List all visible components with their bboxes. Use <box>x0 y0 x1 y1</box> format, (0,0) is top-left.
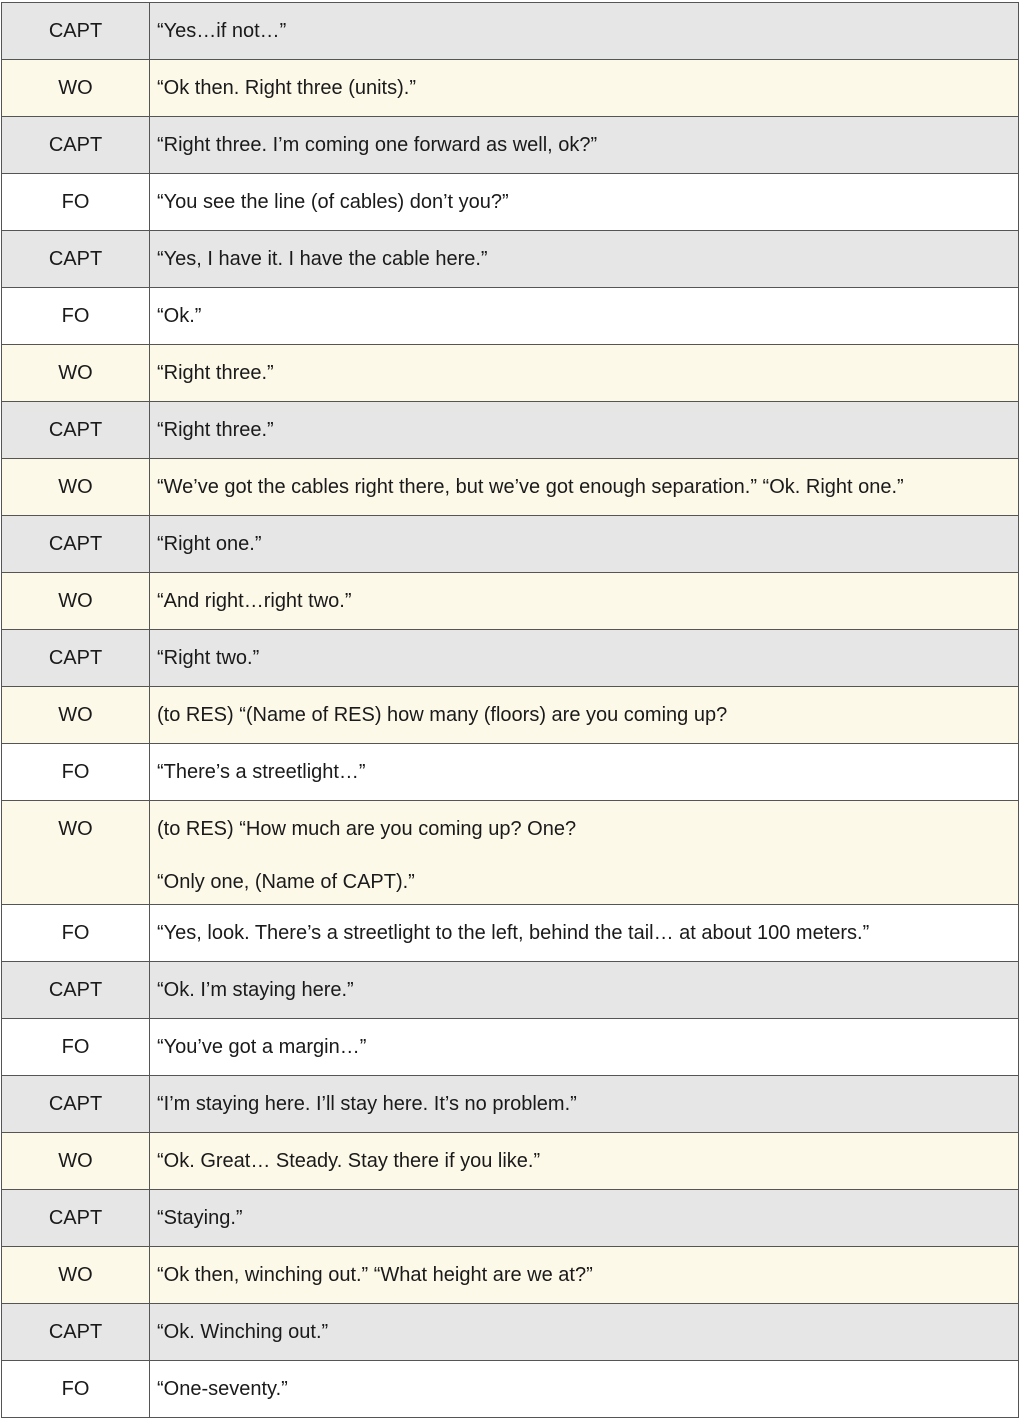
utterance-text: “Right two.” <box>157 647 260 669</box>
utterance-cell <box>150 516 1019 573</box>
speaker-cell: WO <box>2 573 150 630</box>
utterance-cell <box>150 573 1019 630</box>
utterance-text: “Only one, (Name of CAPT).” <box>157 871 415 893</box>
utterance-cell <box>150 345 1019 402</box>
speaker-cell: WO <box>2 60 150 117</box>
transcript-row <box>2 744 1019 801</box>
transcript-row <box>2 345 1019 402</box>
utterance-cell <box>150 459 1019 516</box>
utterance-cell <box>150 1019 1019 1076</box>
speaker-cell: CAPT <box>2 1076 150 1133</box>
utterance-cell <box>150 744 1019 801</box>
speaker-cell: FO <box>2 174 150 231</box>
utterance-text: “Ok. Great… Steady. Stay there if you like.” <box>157 1150 541 1172</box>
utterance-cell <box>150 687 1019 744</box>
speaker-cell: CAPT <box>2 1304 150 1361</box>
utterance-cell <box>150 1304 1019 1361</box>
transcript-row <box>2 231 1019 288</box>
utterance-cell <box>150 1361 1019 1418</box>
utterance-cell <box>150 3 1019 60</box>
transcript-row <box>2 516 1019 573</box>
utterance-text: “Right three.” <box>157 419 274 441</box>
utterance-text: (to RES) “(Name of RES) how many (floors) are you coming up? <box>157 704 728 726</box>
transcript-row <box>2 459 1019 516</box>
transcript-row <box>2 3 1019 60</box>
transcript-row <box>2 402 1019 459</box>
transcript-body <box>2 3 1019 1418</box>
speaker-cell: FO <box>2 288 150 345</box>
speaker-cell: FO <box>2 744 150 801</box>
utterance-text: “Yes…if not…” <box>157 20 287 42</box>
speaker-cell: CAPT <box>2 402 150 459</box>
transcript-row <box>2 174 1019 231</box>
transcript-row <box>2 962 1019 1019</box>
transcript-row <box>2 1019 1019 1076</box>
utterance-cell <box>150 905 1019 962</box>
utterance-text: “Ok then, winching out.” “What height are we at?” <box>157 1264 593 1286</box>
speaker-cell: WO <box>2 687 150 744</box>
utterance-cell <box>150 288 1019 345</box>
utterance-cell <box>150 630 1019 687</box>
transcript-row <box>2 1076 1019 1133</box>
speaker-cell: FO <box>2 1019 150 1076</box>
utterance-text: “And right…right two.” <box>157 590 352 612</box>
transcript-table <box>1 2 1019 1418</box>
transcript-row <box>2 1361 1019 1418</box>
speaker-cell: FO <box>2 1361 150 1418</box>
utterance-text: “Ok.” <box>157 305 202 327</box>
speaker-cell: CAPT <box>2 117 150 174</box>
utterance-text: “Right three. I’m coming one forward as well, ok?” <box>157 134 598 156</box>
utterance-cell <box>150 1247 1019 1304</box>
utterance-text: “You see the line (of cables) don’t you?” <box>157 191 509 213</box>
speaker-cell: WO <box>2 1247 150 1304</box>
utterance-text: “We’ve got the cables right there, but we’ve got enough separation.” “Ok. Right one.” <box>157 476 904 498</box>
speaker-cell: CAPT <box>2 1190 150 1247</box>
transcript-row <box>2 1247 1019 1304</box>
speaker-cell: CAPT <box>2 3 150 60</box>
utterance-text: “Ok. Winching out.” <box>157 1321 329 1343</box>
transcript-row <box>2 117 1019 174</box>
transcript-row <box>2 630 1019 687</box>
speaker-cell: FO <box>2 905 150 962</box>
utterance-cell <box>150 174 1019 231</box>
speaker-cell: CAPT <box>2 630 150 687</box>
utterance-cell <box>150 60 1019 117</box>
utterance-cell <box>150 117 1019 174</box>
utterance-text: “You’ve got a margin…” <box>157 1036 367 1058</box>
transcript-row <box>2 288 1019 345</box>
utterance-text: “Right one.” <box>157 533 262 555</box>
speaker-cell: CAPT <box>2 516 150 573</box>
transcript-row <box>2 1190 1019 1247</box>
transcript-row <box>2 573 1019 630</box>
transcript-row <box>2 1133 1019 1190</box>
utterance-text: “There’s a streetlight…” <box>157 761 366 783</box>
speaker-cell: WO <box>2 459 150 516</box>
speaker-cell: CAPT <box>2 231 150 288</box>
utterance-cell <box>150 962 1019 1019</box>
utterance-text: “Staying.” <box>157 1207 243 1229</box>
utterance-cell <box>150 1076 1019 1133</box>
utterance-cell <box>150 801 1019 905</box>
utterance-text: “Ok then. Right three (units).” <box>157 77 416 99</box>
transcript-row <box>2 1304 1019 1361</box>
utterance-text: “I’m staying here. I’ll stay here. It’s no problem.” <box>157 1093 577 1115</box>
transcript-row <box>2 687 1019 744</box>
utterance-cell <box>150 231 1019 288</box>
utterance-text: “One-seventy.” <box>157 1378 288 1400</box>
utterance-text: “Right three.” <box>157 362 274 384</box>
utterance-text: (to RES) “How much are you coming up? One? <box>157 818 577 840</box>
utterance-text: “Yes, I have it. I have the cable here.” <box>157 248 488 270</box>
speaker-cell: WO <box>2 801 150 905</box>
speaker-cell: WO <box>2 345 150 402</box>
utterance-text: “Ok. I’m staying here.” <box>157 979 354 1001</box>
utterance-text: “Yes, look. There’s a streetlight to the left, behind the tail… at about 100 meters.” <box>157 922 870 944</box>
transcript-row <box>2 905 1019 962</box>
transcript-row <box>2 60 1019 117</box>
transcript-row <box>2 801 1019 905</box>
speaker-cell: WO <box>2 1133 150 1190</box>
speaker-cell: CAPT <box>2 962 150 1019</box>
utterance-cell <box>150 402 1019 459</box>
utterance-cell <box>150 1133 1019 1190</box>
utterance-cell <box>150 1190 1019 1247</box>
